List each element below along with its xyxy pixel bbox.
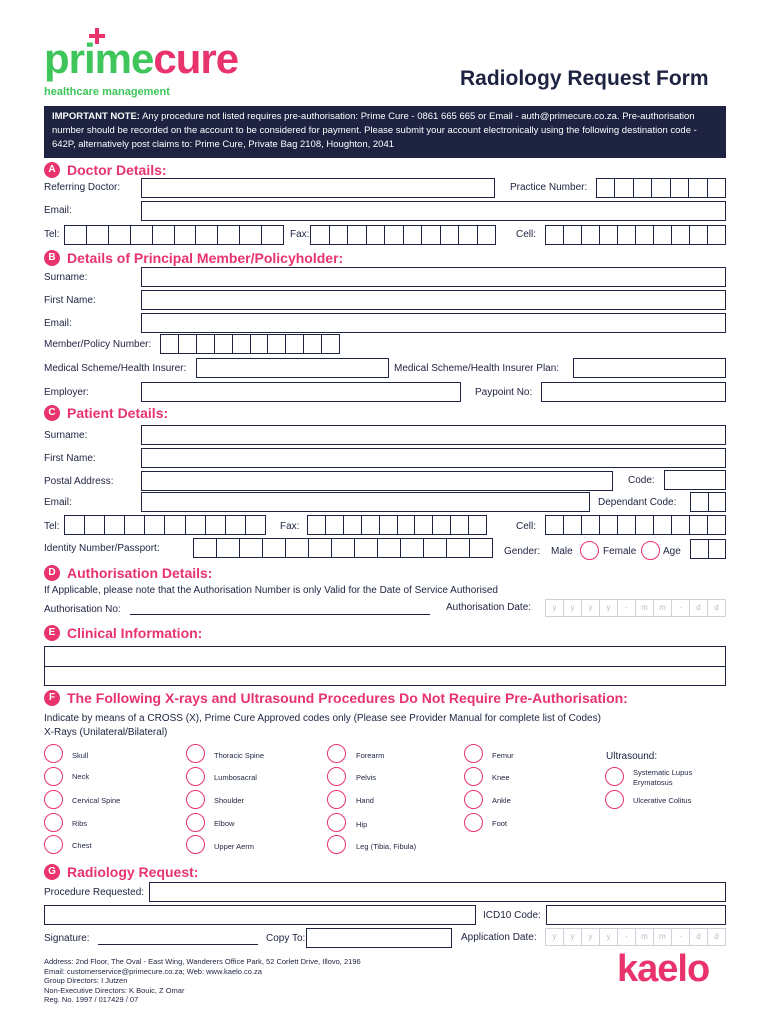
xray-ribs-label: Ribs [72, 819, 88, 828]
xray-knee-label: Knee [492, 773, 510, 782]
section-f-badge: F [44, 690, 60, 706]
auth-number-label: Authorisation No: [44, 604, 121, 615]
signature-label: Signature: [44, 933, 90, 944]
xray-cervical-check[interactable] [44, 790, 63, 809]
postal-address-field[interactable] [141, 471, 613, 491]
paypoint-label: Paypoint No: [475, 387, 533, 398]
section-b-badge: B [44, 250, 60, 266]
kaelo-logo: kaelo [617, 948, 710, 990]
auth-note: If Applicable, please note that the Authorisation Number is only Valid for the Date of Service Authorised [44, 585, 498, 596]
id-number-label: Identity Number/Passport: [44, 543, 160, 554]
patient-firstname-field[interactable] [141, 448, 726, 468]
xray-knee-check[interactable] [464, 767, 483, 786]
policy-number-label: Member/Policy Number: [44, 339, 152, 350]
auth-date-field[interactable]: y y y y - m m - d d [545, 599, 726, 617]
patient-email-label: Email: [44, 497, 72, 508]
referring-doctor-label: Referring Doctor: [44, 182, 121, 193]
footer-line: Group Directors: I Jutzen [44, 976, 128, 986]
copy-to-field[interactable] [306, 928, 452, 948]
xray-skull-check[interactable] [44, 744, 63, 763]
xray-thoracic-check[interactable] [186, 744, 205, 763]
section-f-header [44, 688, 628, 708]
patient-firstname-label: First Name: [44, 453, 96, 464]
age-label: Age [663, 546, 681, 557]
procedure-field[interactable] [149, 882, 726, 902]
scheme-label: Medical Scheme/Health Insurer: [44, 363, 187, 374]
scheme-plan-label: Medical Scheme/Health Insurer Plan: [394, 363, 560, 374]
section-a-badge: A [44, 162, 60, 178]
notice-text: Any procedure not listed requires pre-authorisation: Prime Cure - 0861 665 665 or Email - auth@primecure.co.za. Pre-authorisation number should be recorded on the account to be considered for payment. Please submit your account electronically using the following destination code - 642P, alternatively post claims to: Prime Cure, Private Bag 2108, Houghton, 2041 [52, 111, 697, 150]
section-e-header [44, 623, 202, 643]
xray-thoracic-label: Thoracic Spine [214, 751, 265, 760]
xray-chest-check[interactable] [44, 835, 63, 854]
doctor-tel-label: Tel: [44, 229, 60, 240]
section-d-header [44, 563, 212, 583]
xrays-subhead: X-Rays (Unilateral/Bilateral) [44, 727, 168, 738]
xray-hand-label: Hand [356, 796, 374, 805]
xray-hip-check[interactable] [327, 813, 346, 832]
auth-number-line[interactable] [130, 614, 430, 615]
gender-male-label: Male [551, 546, 573, 557]
logo-cure: cure [153, 35, 239, 82]
notice-label: IMPORTANT NOTE: [52, 111, 140, 122]
employer-label: Employer: [44, 387, 90, 398]
section-a-title: Doctor Details: [67, 162, 167, 178]
xray-forearm-check[interactable] [327, 744, 346, 763]
practice-number-label: Practice Number: [510, 182, 588, 193]
xray-femur-label: Femur [492, 751, 514, 760]
xray-lumbosacral-label: Lumbosacral [214, 773, 257, 782]
procedure-label: Procedure Requested: [44, 887, 145, 898]
section-c-header [44, 403, 168, 423]
doctor-cell-label: Cell: [516, 229, 537, 240]
doctor-email-label: Email: [44, 205, 72, 216]
ultrasound-lupus-label: Systematic Lupus Erymatosus [633, 768, 693, 787]
age-field[interactable] [690, 539, 726, 559]
footer-line: Email: customerservice@primecure.co.za; Web: www.kaelo.co.za [44, 966, 262, 976]
gender-male-radio[interactable] [580, 541, 599, 560]
doctor-fax-label: Fax: [290, 229, 310, 240]
dependant-code-field[interactable] [690, 492, 726, 512]
policy-number-field[interactable] [160, 334, 340, 354]
dependant-code-label: Dependant Code: [598, 497, 677, 508]
xray-shoulder-check[interactable] [186, 790, 205, 809]
postal-code-field[interactable] [664, 470, 726, 490]
gender-label: Gender: [504, 546, 541, 557]
xray-leg-label: Leg (Tibia, Fibula) [356, 842, 417, 851]
xray-skull-label: Skull [72, 751, 89, 760]
copy-to-label: Copy To: [266, 933, 306, 944]
practice-number-field[interactable] [596, 178, 726, 198]
application-date-label: Application Date: [461, 932, 537, 943]
xray-elbow-label: Elbow [214, 819, 235, 828]
xray-neck-label: Neck [72, 772, 90, 781]
section-d-badge: D [44, 565, 60, 581]
footer-line: Address: 2nd Floor, The Oval - East Wing, Wanderers Office Park, 52 Corlett Drive, Illovo, 2196 [44, 957, 361, 966]
primecure-logo [44, 28, 284, 88]
patient-fax-field[interactable] [307, 515, 487, 535]
scheme-plan-field[interactable] [573, 358, 726, 378]
xray-elbow-check[interactable] [186, 813, 205, 832]
section-f-title: The Following X-rays and Ultrasound Procedures Do Not Require Pre-Authorisation: [67, 690, 628, 706]
paypoint-field[interactable] [541, 382, 726, 402]
gender-female-label: Female [603, 546, 637, 557]
section-d-title: Authorisation Details: [67, 565, 213, 581]
patient-surname-field[interactable] [141, 425, 726, 445]
application-date-field[interactable]: y y y y - m m - d d [545, 928, 726, 946]
ultrasound-colitus-label: Ulcerative Colitus [633, 796, 692, 805]
xray-foot-check[interactable] [464, 813, 483, 832]
xray-hand-check[interactable] [327, 790, 346, 809]
xray-chest-label: Chest [72, 841, 92, 850]
section-g-badge: G [44, 864, 60, 880]
member-email-field[interactable] [141, 313, 726, 333]
member-surname-label: Surname: [44, 272, 88, 283]
postal-code-label: Code: [628, 475, 655, 486]
xray-hip-label: Hip [356, 820, 368, 829]
xray-pelvis-label: Pelvis [356, 773, 377, 782]
xray-foot-label: Foot [492, 819, 508, 828]
xray-upper-arm-check[interactable] [186, 835, 205, 854]
doctor-fax-field[interactable] [310, 225, 496, 245]
scheme-field[interactable] [196, 358, 389, 378]
form-title: Radiology Request Form [460, 67, 709, 90]
icd10-field[interactable] [546, 905, 726, 925]
ultrasound-heading: Ultrasound: [606, 751, 658, 762]
xray-shoulder-label: Shoulder [214, 796, 245, 805]
patient-fax-label: Fax: [280, 521, 300, 532]
patient-email-field[interactable] [141, 492, 590, 512]
xray-cervical-label: Cervical Spine [72, 796, 121, 805]
doctor-cell-field[interactable] [545, 225, 726, 245]
patient-cell-label: Cell: [516, 521, 537, 532]
member-firstname-label: First Name: [44, 295, 96, 306]
patient-tel-label: Tel: [44, 521, 60, 532]
section-a-header [44, 160, 167, 180]
doctor-tel-field[interactable] [64, 225, 284, 245]
logo-tagline: healthcare management [44, 86, 170, 98]
section-c-badge: C [44, 405, 60, 421]
procedure-field-2[interactable] [44, 905, 476, 925]
ultrasound-lupus-check[interactable] [605, 767, 624, 786]
postal-address-label: Postal Address: [44, 476, 114, 487]
xray-pelvis-check[interactable] [327, 767, 346, 786]
xray-ankle-check[interactable] [464, 790, 483, 809]
patient-cell-field[interactable] [545, 515, 726, 535]
doctor-email-field[interactable] [141, 201, 726, 221]
patient-tel-field[interactable] [64, 515, 266, 535]
important-notice [44, 106, 726, 158]
xray-ankle-label: Ankle [492, 796, 511, 805]
employer-field[interactable] [141, 382, 461, 402]
auth-date-label: Authorisation Date: [446, 602, 532, 613]
gender-female-radio[interactable] [641, 541, 660, 560]
member-firstname-field[interactable] [141, 290, 726, 310]
xray-ribs-check[interactable] [44, 813, 63, 832]
referring-doctor-field[interactable] [141, 178, 495, 198]
xray-neck-check[interactable] [44, 767, 63, 786]
section-e-badge: E [44, 625, 60, 641]
ultrasound-colitus-check[interactable] [605, 790, 624, 809]
section-e-title: Clinical Information: [67, 625, 203, 641]
xray-lumbosacral-check[interactable] [186, 767, 205, 786]
footer-line: Reg. No. 1997 / 017429 / 07 [44, 995, 139, 1005]
xrays-intro: Indicate by means of a CROSS (X), Prime Cure Approved codes only (Please see Provider Manual for complete list of Codes) [44, 713, 601, 724]
signature-line[interactable] [98, 944, 258, 945]
section-c-title: Patient Details: [67, 405, 169, 421]
footer-line: Non-Executive Directors: K Bouic, Z Omar [44, 985, 185, 995]
xray-leg-check[interactable] [327, 835, 346, 854]
patient-surname-label: Surname: [44, 430, 88, 441]
section-b-title: Details of Principal Member/Policyholder: [67, 250, 344, 266]
footer-address [44, 957, 361, 1005]
xray-forearm-label: Forearm [356, 751, 385, 760]
xray-upper-arm-label: Upper Aerm [214, 842, 255, 851]
clinical-info-field[interactable] [44, 646, 726, 686]
section-g-header [44, 862, 198, 882]
logo-prime: prime [44, 35, 154, 82]
section-g-title: Radiology Request: [67, 864, 199, 880]
member-surname-field[interactable] [141, 267, 726, 287]
section-b-header [44, 248, 343, 268]
id-number-field[interactable] [193, 538, 493, 558]
icd10-label: ICD10 Code: [483, 910, 541, 921]
xray-femur-check[interactable] [464, 744, 483, 763]
member-email-label: Email: [44, 318, 72, 329]
